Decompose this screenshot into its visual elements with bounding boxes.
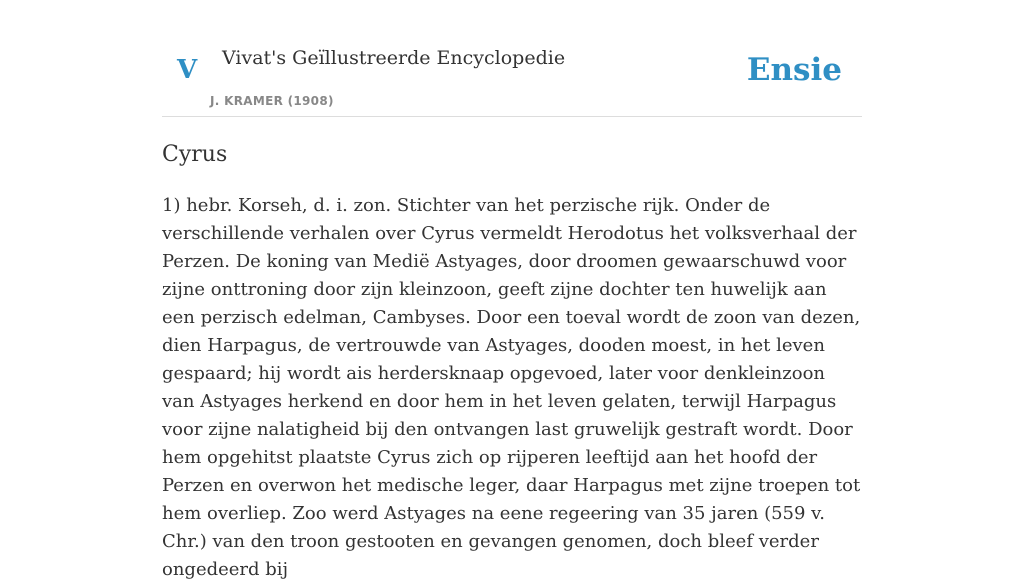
article-body: 1) hebr. Korseh, d. i. zon. Stichter van het perzische rijk. Onder de verschillende verhalen over Cyrus vermeldt Herodotus het volksverhaal der Perzen. De koning van Medië Astyages, door droomen gewaarschuwd voor zijne onttroning door zijn kleinzoon, geeft zijne dochter ten huwelijk aan een perzisch edelman, Cambyses. Door een toeval wordt de zoon van dezen, dien Harpagus, de vertrouwde van Astyages, dooden moest, in het leven gespaard; hij wordt ais herdersknaap opgevoed, later voor denkleinzoon van Astyages herkend en door hem in het leven gelaten, terwijl Harpagus voor zijne nalatigheid bij den ontvangen last gruwelijk gestraft wordt. Door hem opgehitst plaatste Cyrus zich op rijperen leeftijd aan het hoofd der Perzen en overwon het medische leger, daar Harpagus met zijne troepen tot hem overliep. Zoo werd Astyages na eene regeering van 35 jaren (559 v. Chr.) van den troon gestooten en gevangen genomen, doch bleef verder ongedeerd bij: [162, 195, 861, 580]
article-title: Cyrus: [162, 142, 228, 167]
source-author: J. KRAMER (1908): [210, 94, 334, 108]
source-logo-icon: V: [177, 55, 198, 85]
source-header: [162, 0, 862, 117]
source-title[interactable]: Vivat's Geïllustreerde Encyclopedie: [222, 47, 566, 69]
ensie-brand-link[interactable]: Ensie: [746, 52, 842, 88]
